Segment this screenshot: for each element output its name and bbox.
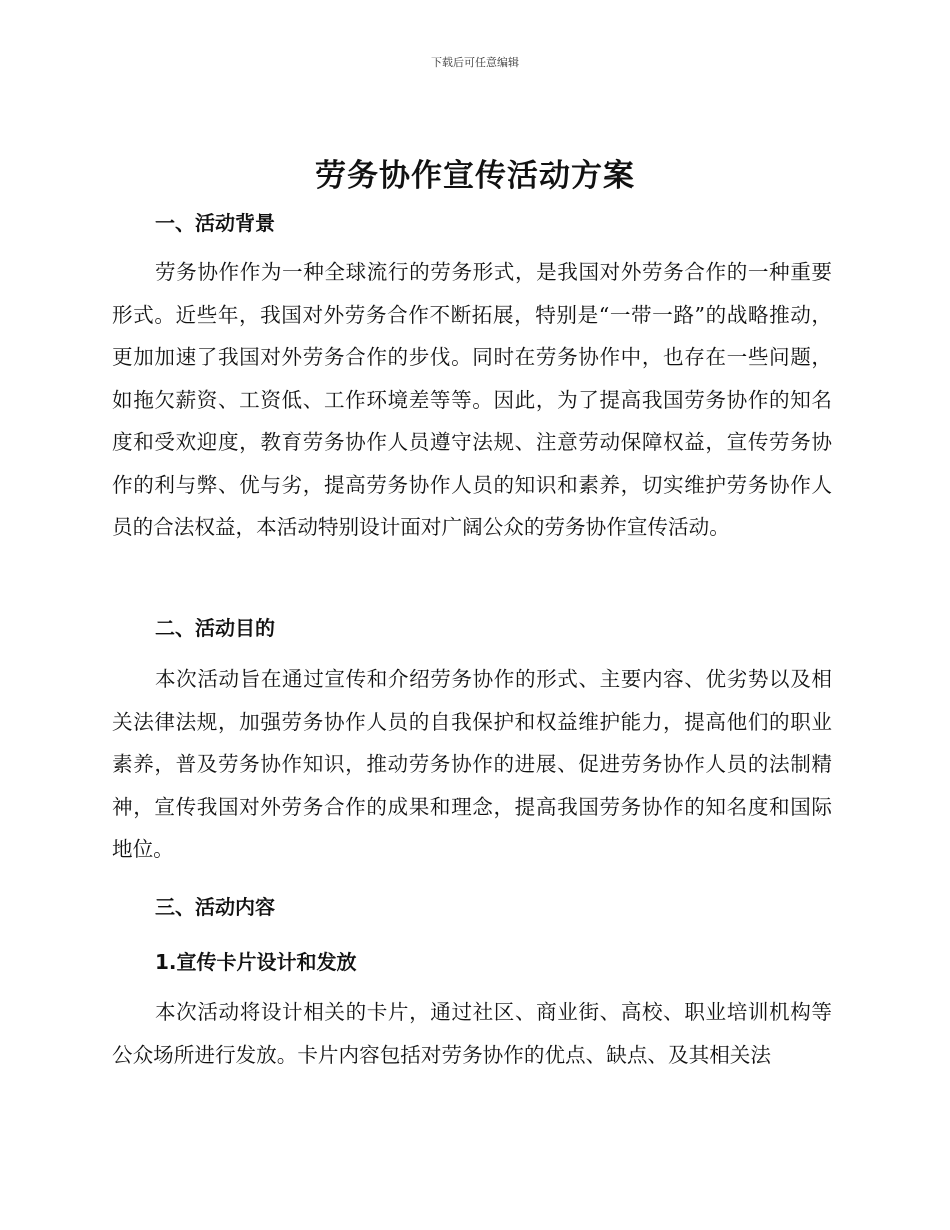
section-heading-purpose: 二、活动目的 bbox=[155, 616, 275, 640]
section-heading-content: 三、活动内容 bbox=[155, 895, 275, 919]
page-header-note: 下载后可任意编辑 bbox=[431, 56, 519, 69]
section-paragraph-purpose: 本次活动旨在通过宣传和介绍劳务协作的形式、主要内容、优劣势以及相关法律法规，加强劳务协作人员的自我保护和权益维护能力，提高他们的职业素养，普及劳务协作知识，推动劳务协作的进展、促进劳务协作人员的法制精神，宣传我国对外劳务合作的成果和理念，提高我国劳务协作的知名度和国际地位。 bbox=[112, 667, 832, 861]
section-heading-background: 一、活动背景 bbox=[155, 211, 275, 235]
subsection-heading-cards: 1.宣传卡片设计和发放 bbox=[155, 950, 357, 974]
section-paragraph-background: 劳务协作作为一种全球流行的劳务形式，是我国对外劳务合作的一种重要形式。近些年，我国对外劳务合作不断拓展，特别是“一带一路”的战略推动，更加加速了我国对外劳务合作的步伐。同时在劳务协作中，也存在一些问题，如拖欠薪资、工资低、工作环境差等等。因此，为了提高我国劳务协作的知名度和受欢迎度，教育劳务协作人员遵守法规、注意劳动保障权益，宣传劳务协作的利与弊、优与劣，提高劳务协作人员的知识和素养，切实维护劳务协作人员的合法权益，本活动特别设计面对广阔公众的劳务协作宣传活动。 bbox=[112, 260, 832, 539]
section-paragraph-cards: 本次活动将设计相关的卡片，通过社区、商业街、高校、职业培训机构等公众场所进行发放。卡片内容包括对劳务协作的优点、缺点、及其相关法 bbox=[112, 1000, 832, 1067]
document-title: 劳务协作宣传活动方案 bbox=[315, 158, 635, 194]
